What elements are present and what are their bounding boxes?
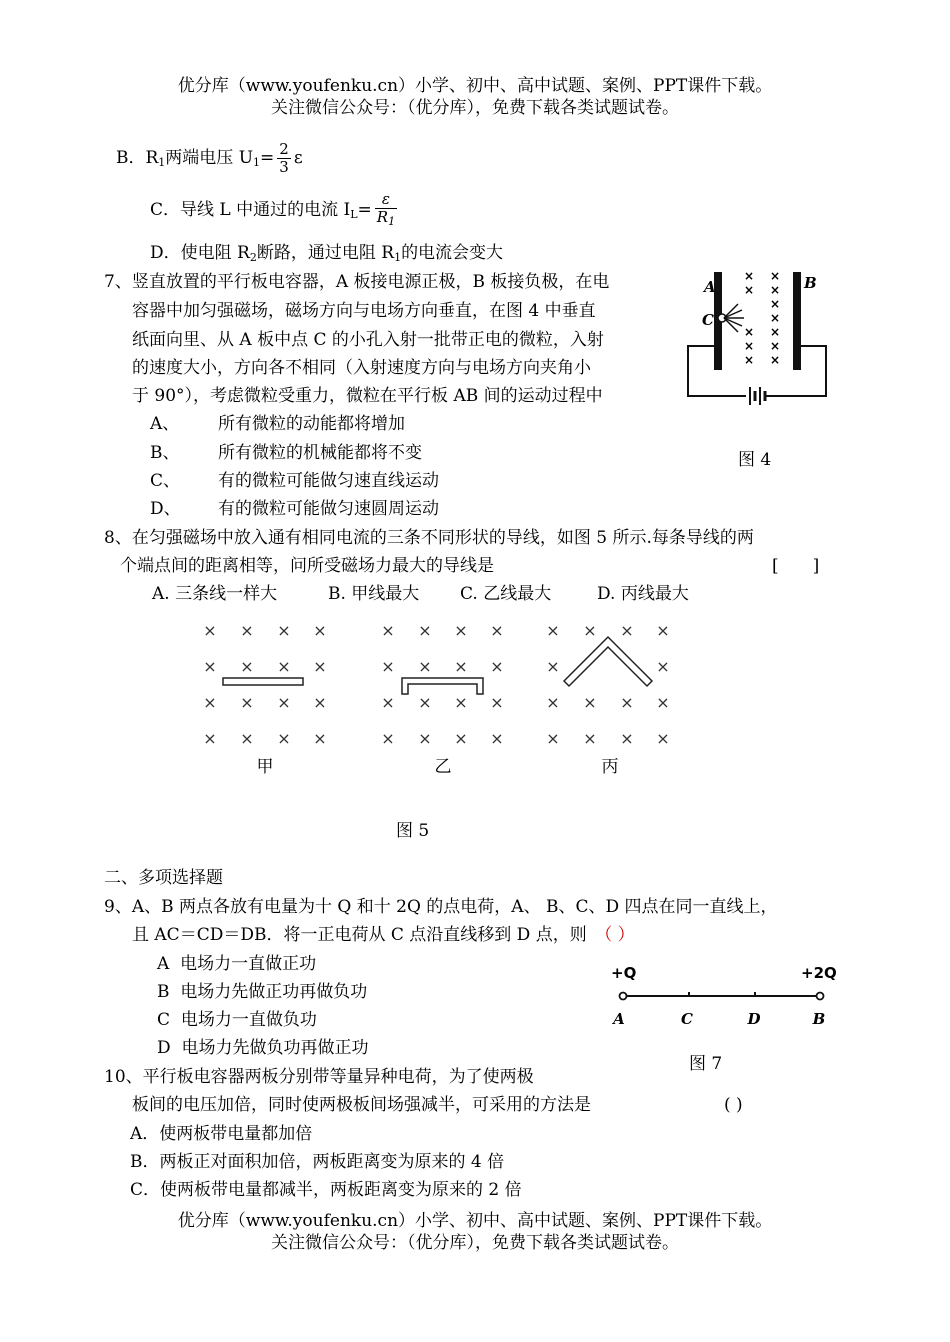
svg-text:×: × — [620, 693, 634, 712]
q7-line-4: 的速度大小，方向各不相同（入射速度方向与电场方向夹角小 — [132, 358, 591, 378]
figure-4-capacitor-diagram — [680, 268, 830, 408]
svg-text:×: × — [583, 693, 597, 712]
q9-line-1: 9、A、B 两点各放有电量为十 Q 和十 2Q 的点电荷，A、 B、C、D 四点在同一直线上， — [104, 897, 778, 917]
svg-text:×: × — [490, 729, 504, 748]
svg-text:×: × — [277, 657, 291, 676]
q7-line-3: 纸面向里、从 A 板中点 C 的小孔入射一批带正电的微粒，入射 — [132, 330, 604, 350]
svg-text:×: × — [656, 693, 670, 712]
figure-4-caption: 图 4 — [738, 450, 772, 470]
svg-text:×: × — [769, 353, 781, 367]
point-d-label: D — [747, 1010, 761, 1028]
figure-7-caption: 图 7 — [689, 1054, 723, 1074]
q6-option-b: B．$R_1$两端电压 $U_1=$ $\frac{2}{3}$ ε — [116, 140, 303, 176]
svg-text:×: × — [381, 693, 395, 712]
q9-line-2: 且 AC＝CD＝DB．将一正电荷从 C 点沿直线移到 D 点，则 （ ） — [132, 925, 635, 945]
magnetic-field-crosses — [744, 269, 780, 367]
particle-rays — [724, 304, 744, 332]
q8-option-d: D. 丙线最大 — [597, 584, 689, 604]
wire-yi — [402, 678, 483, 694]
label-b: B — [804, 274, 817, 292]
q7-line-5: 于 90°），考虑微粒受重力，微粒在平行板 AB 间的运动过程中 — [132, 386, 603, 406]
q10-option-b: B．两板正对面积加倍，两板距离变为原来的 4 倍 — [130, 1152, 505, 1172]
footer-line-1: 优分库（www.youfenku.cn）小学、初中、高中试题、案例、PPT课件下载。 — [177, 1211, 773, 1231]
svg-text:×: × — [381, 657, 395, 676]
svg-text:×: × — [546, 621, 560, 640]
point-a-label: A — [613, 1010, 625, 1028]
battery-icon — [750, 387, 765, 405]
charge-2q: +2Q — [801, 964, 837, 982]
svg-text:×: × — [583, 621, 597, 640]
q8-option-a: A. 三条线一样大 — [152, 584, 278, 604]
q10-option-c: C．使两板带电量都减半，两板距离变为原来的 2 倍 — [130, 1180, 522, 1200]
footer-line-2: 关注微信公众号：（优分库），免费下载各类试题试卷。 — [271, 1233, 679, 1253]
svg-text:×: × — [583, 729, 597, 748]
svg-text:×: × — [381, 729, 395, 748]
svg-text:×: × — [490, 693, 504, 712]
svg-text:×: × — [277, 729, 291, 748]
svg-text:×: × — [454, 621, 468, 640]
fraction-two-thirds: $\frac{2}{3}$ — [279, 140, 289, 176]
svg-text:×: × — [418, 621, 432, 640]
svg-text:×: × — [656, 657, 670, 676]
svg-text:×: × — [418, 657, 432, 676]
plate-b — [793, 272, 801, 370]
q9-option-a: A 电场力一直做正功 — [157, 954, 317, 974]
svg-text:×: × — [546, 729, 560, 748]
svg-text:×: × — [203, 693, 217, 712]
wire-bing — [564, 637, 652, 686]
svg-text:×: × — [240, 729, 254, 748]
q8-answer-bracket: [ ] — [772, 556, 820, 576]
q10-answer-paren: ( ) — [724, 1095, 743, 1115]
q7-line-1: 7、竖直放置的平行板电容器，A 板接电源正极，B 板接负极，在电 — [104, 272, 610, 292]
svg-text:×: × — [769, 297, 781, 311]
svg-text:×: × — [769, 311, 781, 325]
svg-text:×: × — [743, 269, 755, 283]
header-line-2: 关注微信公众号：（优分库），免费下载各类试题试卷。 — [271, 98, 679, 118]
svg-text:×: × — [454, 657, 468, 676]
svg-text:×: × — [277, 693, 291, 712]
svg-text:×: × — [313, 621, 327, 640]
q9-option-b: B 电场力先做正功再做负功 — [157, 982, 368, 1002]
svg-text:×: × — [769, 339, 781, 353]
figure-5-wires-diagram — [195, 615, 685, 785]
svg-text:×: × — [546, 693, 560, 712]
svg-text:×: × — [769, 269, 781, 283]
svg-text:×: × — [240, 657, 254, 676]
q8-line-1: 8、在匀强磁场中放入通有相同电流的三条不同形状的导线，如图 5 所示.每条导线的两 — [104, 528, 754, 548]
svg-text:×: × — [769, 283, 781, 297]
section-2-title: 二、多项选择题 — [104, 868, 223, 888]
q6-option-c: C．导线 L 中通过的电流 $I_L=$ $\frac{\varepsilon}{R_1}$ — [150, 190, 396, 228]
svg-text:×: × — [656, 621, 670, 640]
q7-line-2: 容器中加匀强磁场，磁场方向与电场方向垂直，在图 4 中垂直 — [132, 301, 596, 321]
svg-text:×: × — [313, 693, 327, 712]
svg-text:×: × — [769, 325, 781, 339]
q10-line-1: 10、平行板电容器两板分别带等量异种电荷，为了使两极 — [104, 1067, 534, 1087]
q9-option-c: C 电场力一直做负功 — [157, 1010, 317, 1030]
q7-option-b: B、 所有微粒的机械能都将不变 — [150, 443, 422, 463]
point-b-label: B — [812, 1010, 826, 1028]
svg-text:×: × — [203, 729, 217, 748]
figure-7-charges-diagram — [605, 960, 845, 1035]
svg-text:×: × — [490, 657, 504, 676]
svg-text:×: × — [620, 621, 634, 640]
q8-option-b: B. 甲线最大 — [328, 584, 420, 604]
point-c-label: C — [681, 1010, 693, 1028]
label-yi: 乙 — [434, 757, 452, 777]
point-b-dot — [817, 993, 824, 1000]
wire-jia — [223, 678, 303, 685]
q9-answer-paren: （ ） — [603, 925, 635, 945]
svg-text:×: × — [743, 353, 755, 367]
label-a: A — [704, 278, 716, 296]
svg-text:×: × — [743, 339, 755, 353]
svg-text:×: × — [743, 325, 755, 339]
label-jia: 甲 — [256, 757, 274, 777]
charge-q: +Q — [611, 964, 637, 982]
q8-line-2: 个端点间的距离相等，问所受磁场力最大的导线是 — [120, 556, 494, 576]
svg-text:×: × — [203, 621, 217, 640]
svg-text:×: × — [620, 729, 634, 748]
svg-text:×: × — [313, 657, 327, 676]
svg-text:×: × — [381, 621, 395, 640]
svg-text:×: × — [418, 693, 432, 712]
fraction-epsilon-over-r1: $\frac{\varepsilon}{R_1}$ — [376, 190, 396, 228]
q7-option-a: A、 所有微粒的动能都将增加 — [150, 414, 405, 434]
q6-option-d: D．使电阻 $R_2$断路，通过电阻 $R_1$的电流会变大 — [150, 243, 504, 264]
header-line-1: 优分库（www.youfenku.cn）小学、初中、高中试题、案例、PPT课件下载。 — [177, 76, 773, 96]
svg-text:×: × — [656, 729, 670, 748]
label-c: C — [702, 311, 714, 329]
svg-text:×: × — [313, 729, 327, 748]
svg-text:×: × — [454, 729, 468, 748]
label-bing: 丙 — [601, 757, 619, 777]
svg-text:×: × — [454, 693, 468, 712]
q7-option-c: C、 有的微粒可能做匀速直线运动 — [150, 471, 439, 491]
svg-text:×: × — [490, 621, 504, 640]
svg-text:×: × — [240, 621, 254, 640]
q7-option-d: D、 有的微粒可能做匀速圆周运动 — [150, 499, 439, 519]
q8-option-c: C. 乙线最大 — [460, 584, 552, 604]
svg-text:×: × — [203, 657, 217, 676]
svg-text:×: × — [277, 621, 291, 640]
svg-text:×: × — [240, 693, 254, 712]
q10-option-a: A．使两板带电量都加倍 — [130, 1124, 313, 1144]
svg-text:×: × — [418, 729, 432, 748]
figure-5-caption: 图 5 — [396, 821, 430, 841]
svg-text:×: × — [546, 657, 560, 676]
svg-text:×: × — [743, 283, 755, 297]
q9-option-d: D 电场力先做负功再做正功 — [157, 1038, 369, 1058]
q10-line-2: 板间的电压加倍，同时使两极板间场强减半，可采用的方法是 — [132, 1095, 591, 1115]
point-a-dot — [620, 993, 627, 1000]
